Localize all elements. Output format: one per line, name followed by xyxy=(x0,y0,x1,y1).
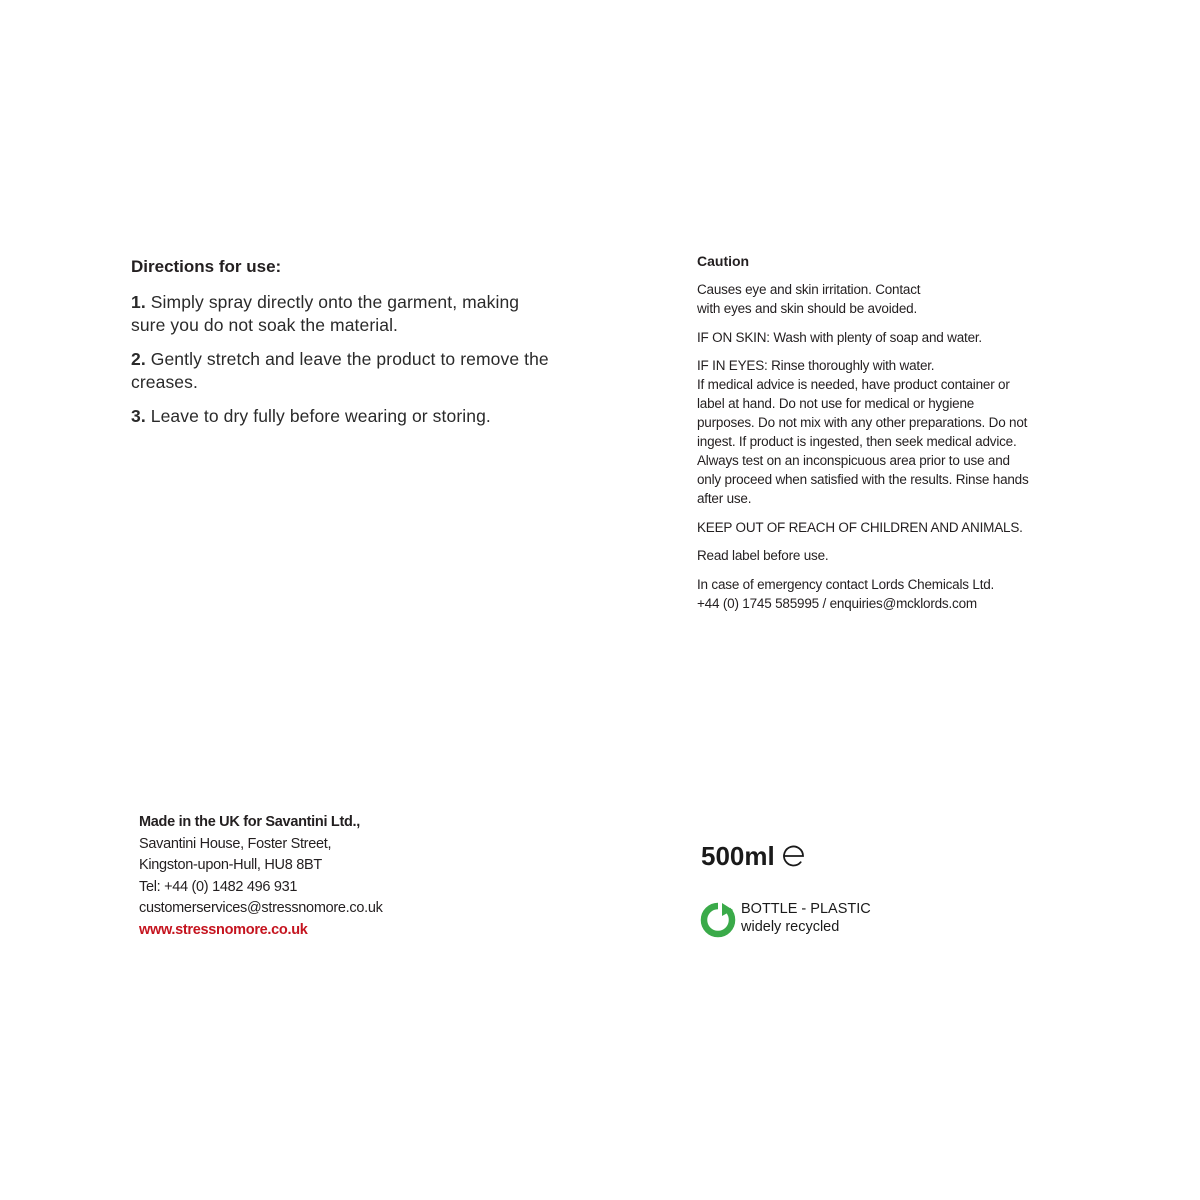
recycle-status: widely recycled xyxy=(741,919,840,935)
step-text: Leave to dry fully before wearing or storing. xyxy=(150,406,491,426)
caution-line: Causes eye and skin irritation. Contact xyxy=(697,282,921,297)
recycle-text xyxy=(741,900,871,936)
manufacturer-address-line: Savantini House, Foster Street, xyxy=(139,835,332,852)
step-number: 3. xyxy=(131,406,146,426)
step-number: 2. xyxy=(131,349,146,369)
recycle-icon xyxy=(698,900,738,940)
manufacturer-website: www.stressnomore.co.uk xyxy=(139,921,308,938)
directions-for-use xyxy=(131,256,551,439)
volume-amount: 500ml xyxy=(701,841,775,871)
recycling-info xyxy=(698,900,871,940)
manufacturer-info xyxy=(139,812,459,941)
volume-mark xyxy=(701,838,807,874)
caution-line: KEEP OUT OF REACH OF CHILDREN AND ANIMALS. xyxy=(697,519,1023,535)
caution-line: ingest. If product is ingested, then seek medical advice. xyxy=(697,434,1017,449)
caution-line: +44 (0) 1745 585995 / enquiries@mcklords.com xyxy=(697,595,977,611)
caution-line: with eyes and skin should be avoided. xyxy=(697,301,917,316)
manufacturer-phone: Tel: +44 (0) 1482 496 931 xyxy=(139,878,298,895)
directions-heading: Directions for use: xyxy=(131,257,282,276)
caution-line: after use. xyxy=(697,491,752,506)
step-text: Gently stretch and leave the product to remove the creases. xyxy=(131,349,549,392)
caution-line: IF ON SKIN: Wash with plenty of soap and water. xyxy=(697,329,982,345)
manufacturer-email: customerservices@stressnomore.co.uk xyxy=(139,900,383,916)
manufacturer-address-line: Kingston-upon-Hull, HU8 8BT xyxy=(139,857,322,873)
caution-line: only proceed when satisfied with the results. Rinse hands xyxy=(697,472,1029,487)
caution-line: Always test on an inconspicuous area prior to use and xyxy=(697,453,1010,468)
caution-eyes xyxy=(697,356,1077,508)
direction-step-2 xyxy=(131,348,551,394)
caution-skin xyxy=(697,328,1077,347)
step-text: Simply spray directly onto the garment, making sure you do not soak the material. xyxy=(131,292,520,335)
estimated-sign-icon xyxy=(781,843,807,869)
caution-line: Read label before use. xyxy=(697,548,829,563)
caution-line: purposes. Do not mix with any other preparations. Do not xyxy=(697,415,1028,430)
step-number: 1. xyxy=(131,292,146,312)
caution-section xyxy=(697,252,1077,622)
direction-step-1 xyxy=(131,291,551,337)
caution-keep-out-of-reach xyxy=(697,518,1077,537)
caution-line: IF IN EYES: Rinse thoroughly with water. xyxy=(697,358,935,373)
caution-irritation xyxy=(697,280,1077,318)
caution-line: label at hand. Do not use for medical or hygiene xyxy=(697,396,975,411)
direction-step-3 xyxy=(131,405,551,428)
caution-emergency-contact xyxy=(697,575,1077,613)
manufacturer-name: Made in the UK for Savantini Ltd., xyxy=(139,814,361,830)
caution-line: In case of emergency contact Lords Chemicals Ltd. xyxy=(697,576,995,592)
caution-heading: Caution xyxy=(697,253,750,269)
caution-line: If medical advice is needed, have product container or xyxy=(697,377,1010,392)
caution-read-label xyxy=(697,546,1077,565)
recycle-material: BOTTLE - PLASTIC xyxy=(741,901,871,917)
